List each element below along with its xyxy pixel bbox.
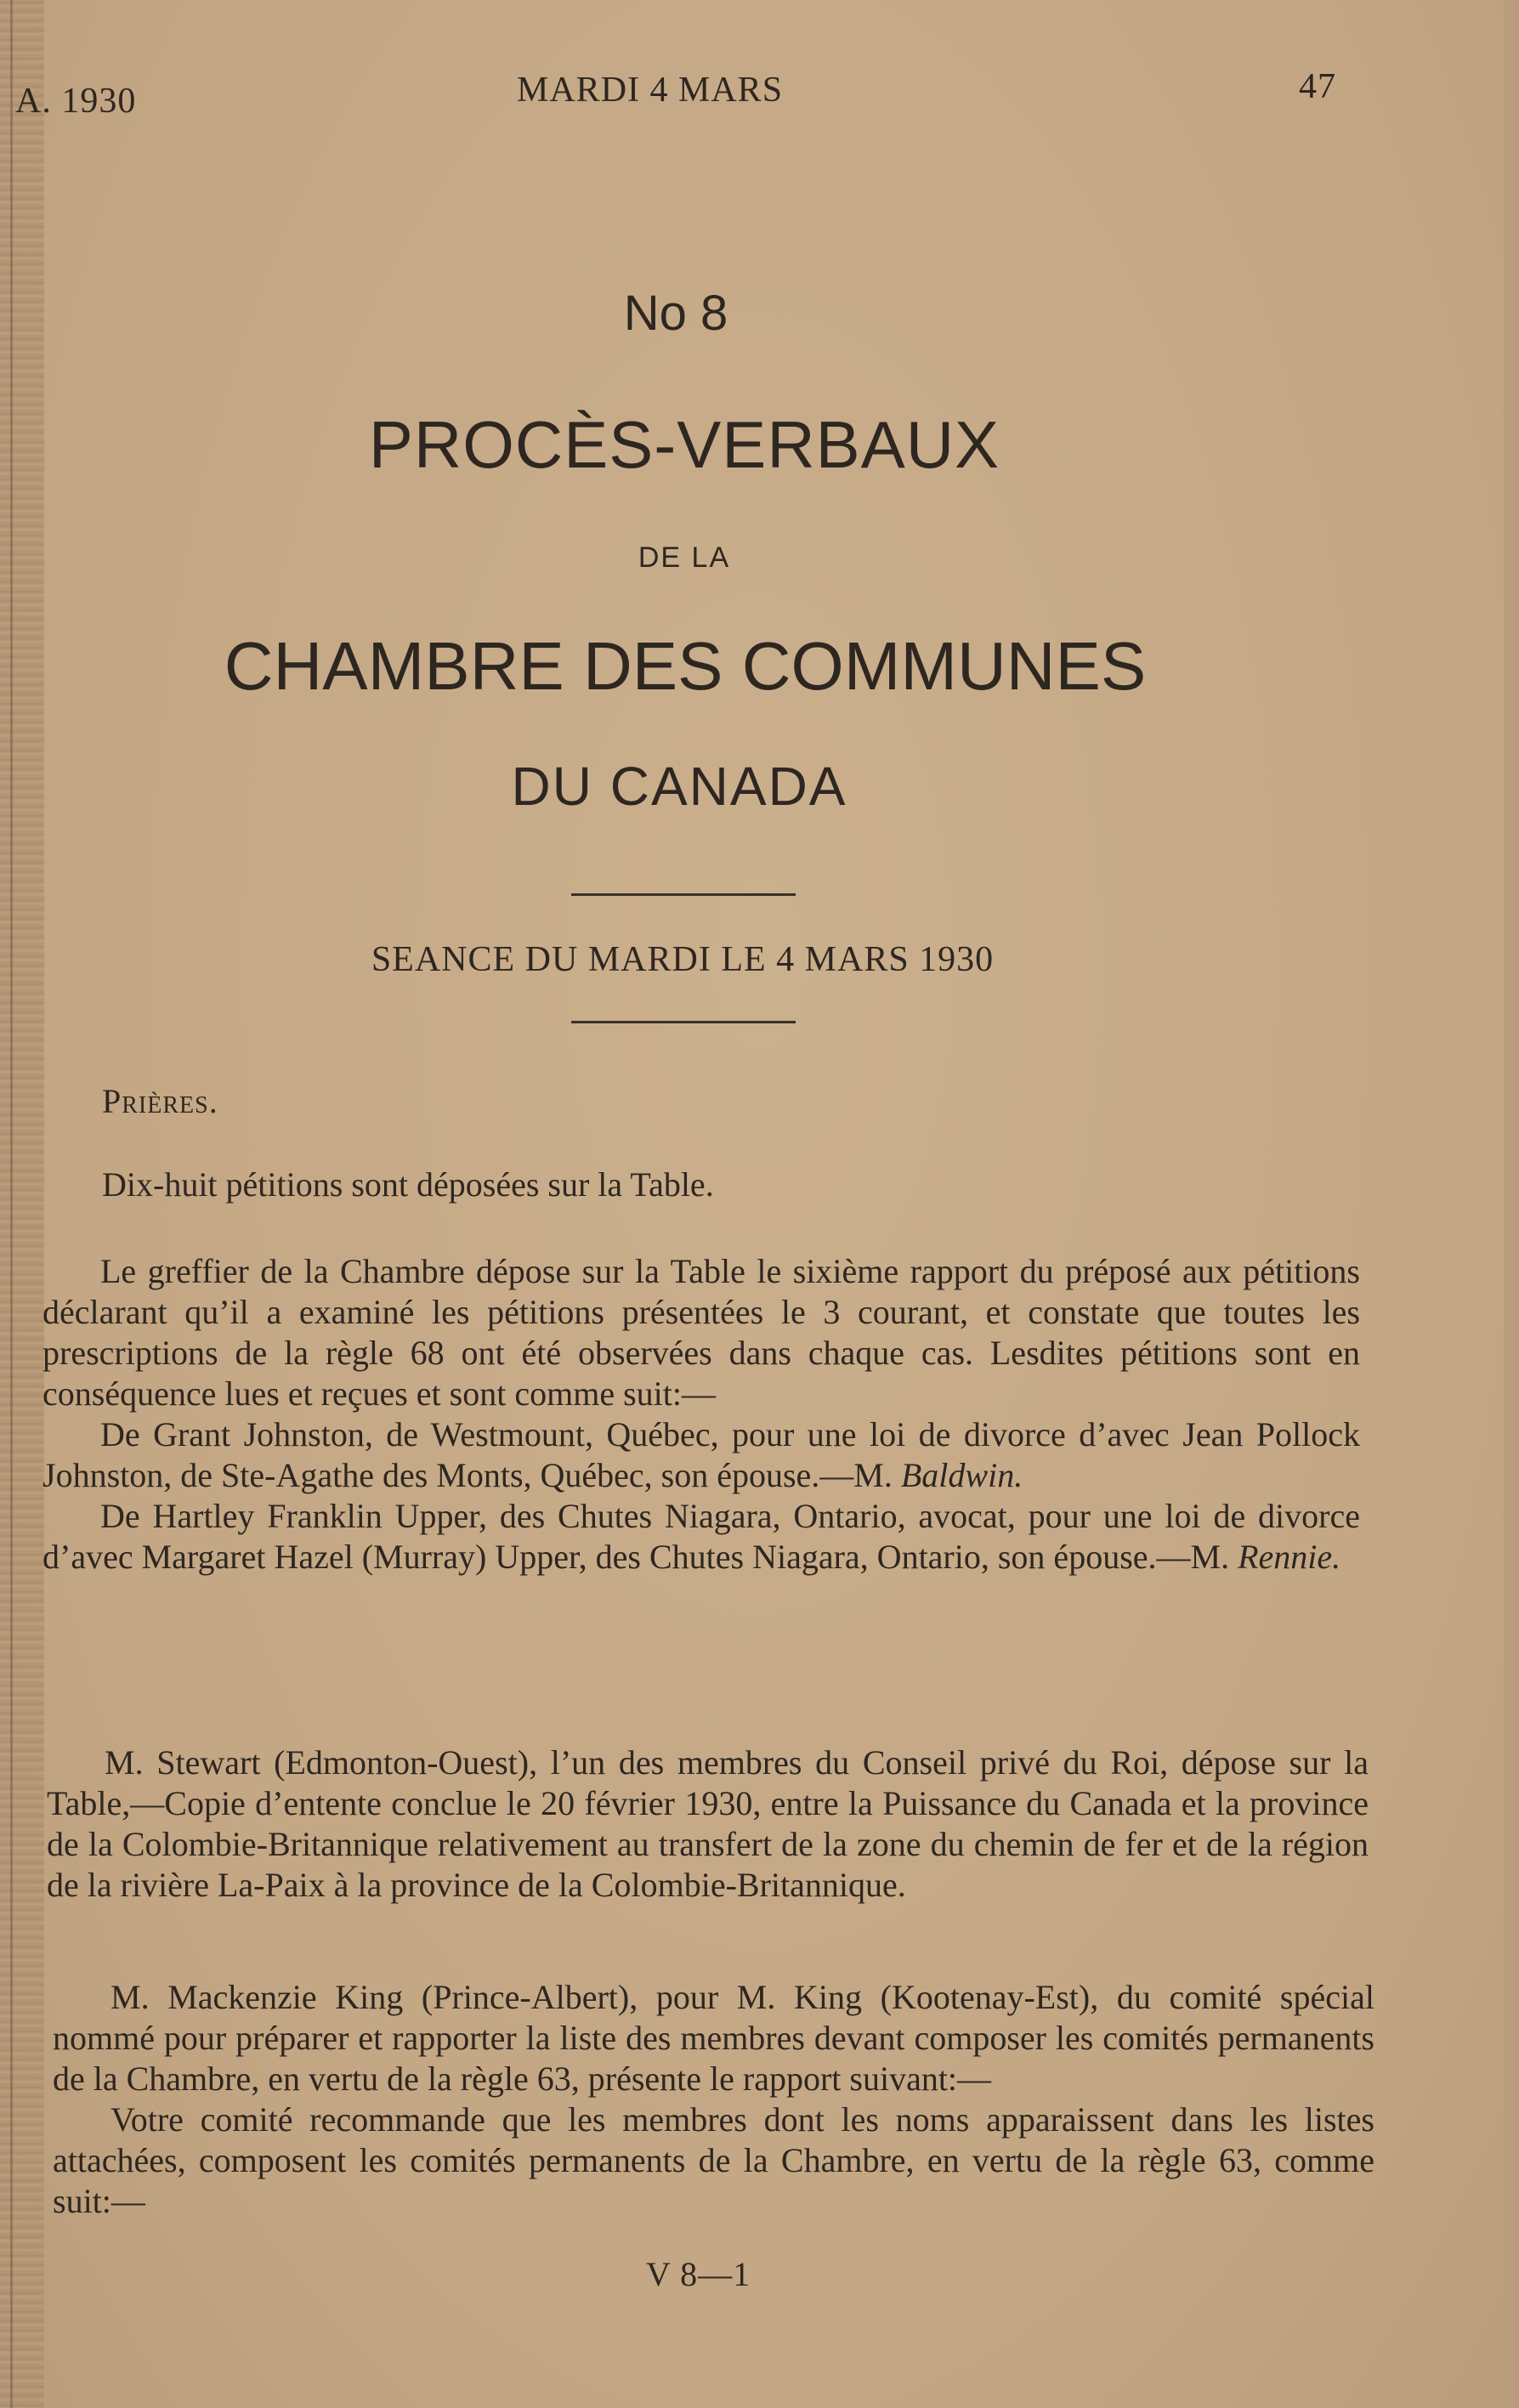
binding-margin [0, 0, 44, 2408]
petition-upper-sponsor: Rennie. [1238, 1538, 1341, 1576]
session-heading: SEANCE DU MARDI LE 4 MARS 1930 [371, 940, 995, 979]
header-year: A. 1930 [15, 82, 137, 121]
petition-johnston-sponsor: Baldwin. [900, 1456, 1023, 1494]
title-rule-top [571, 893, 796, 896]
prieres-heading: Prières. [102, 1082, 218, 1120]
page-edge [1504, 0, 1519, 2408]
signature-mark: V 8—1 [646, 2255, 751, 2293]
stewart-tabling-paragraph: M. Stewart (Edmonton-Ouest), l’un des membres du Conseil privé du Roi, dépose sur la Table,—Copie d’entente conclue le 20 février 1930, entre la Puissance du Canada et la province de la Colombie-Britannique relativement au transfert de la zone du chemin de fer et de la région de la rivière La-Paix à la province de la Colombie-Britannique. [47, 1743, 1369, 1904]
petition-upper-paragraph [43, 1496, 1360, 1578]
document-title: PROCÈS-VERBAUX [368, 407, 1000, 482]
committee-recommendation-paragraph: Votre comité recommande que les membres dont les noms apparaissent dans les listes attachées, composent les comités permanents de la Chambre, en vertu de la règle 63, comme suit:— [53, 2100, 1374, 2220]
petition-johnston-paragraph [43, 1414, 1360, 1496]
country-name: DU CANADA [511, 756, 847, 817]
issue-number: No 8 [623, 286, 728, 341]
petition-johnston-text: De Grant Johnston, de Westmount, Québec, pour une loi de divorce d’avec Jean Pollock Johnston, de Ste-Agathe des Monts, Québec, son épouse.—M. [43, 1415, 1360, 1494]
header-date: MARDI 4 MARS [517, 71, 784, 110]
binding-shadow [10, 0, 13, 2408]
title-rule-bottom [571, 1021, 796, 1023]
petition-upper-text: De Hartley Franklin Upper, des Chutes Niagara, Ontario, avocat, pour une loi de divorce d’avec Margaret Hazel (Murray) Upper, des Chutes Niagara, Ontario, son épouse.—M. [43, 1497, 1360, 1576]
title-connector: DE LA [638, 541, 731, 574]
committee-report-paragraph: M. Mackenzie King (Prince-Albert), pour M. King (Kootenay-Est), du comité spécial nommé pour préparer et rapporter la liste des membres devant composer les comités permanents de la Chambre, en vertu de la règle 63, présente le rapport suivant:— [53, 1978, 1374, 2098]
header-page-number: 47 [1299, 67, 1336, 106]
clerk-report-paragraph: Le greffier de la Chambre dépose sur la Table le sixième rapport du préposé aux pétitions déclarant qu’il a examiné les pétitions présentées le 3 courant, et constate que toutes les prescriptions de la règle 68 ont été observées dans chaque cas. Lesdites pétitions sont en conséquence lues et reçues et sont comme suit:— [43, 1252, 1360, 1413]
chamber-name: CHAMBRE DES COMMUNES [224, 628, 1147, 704]
petitions-count-paragraph: Dix-huit pétitions sont déposées sur la Table. [102, 1165, 714, 1204]
